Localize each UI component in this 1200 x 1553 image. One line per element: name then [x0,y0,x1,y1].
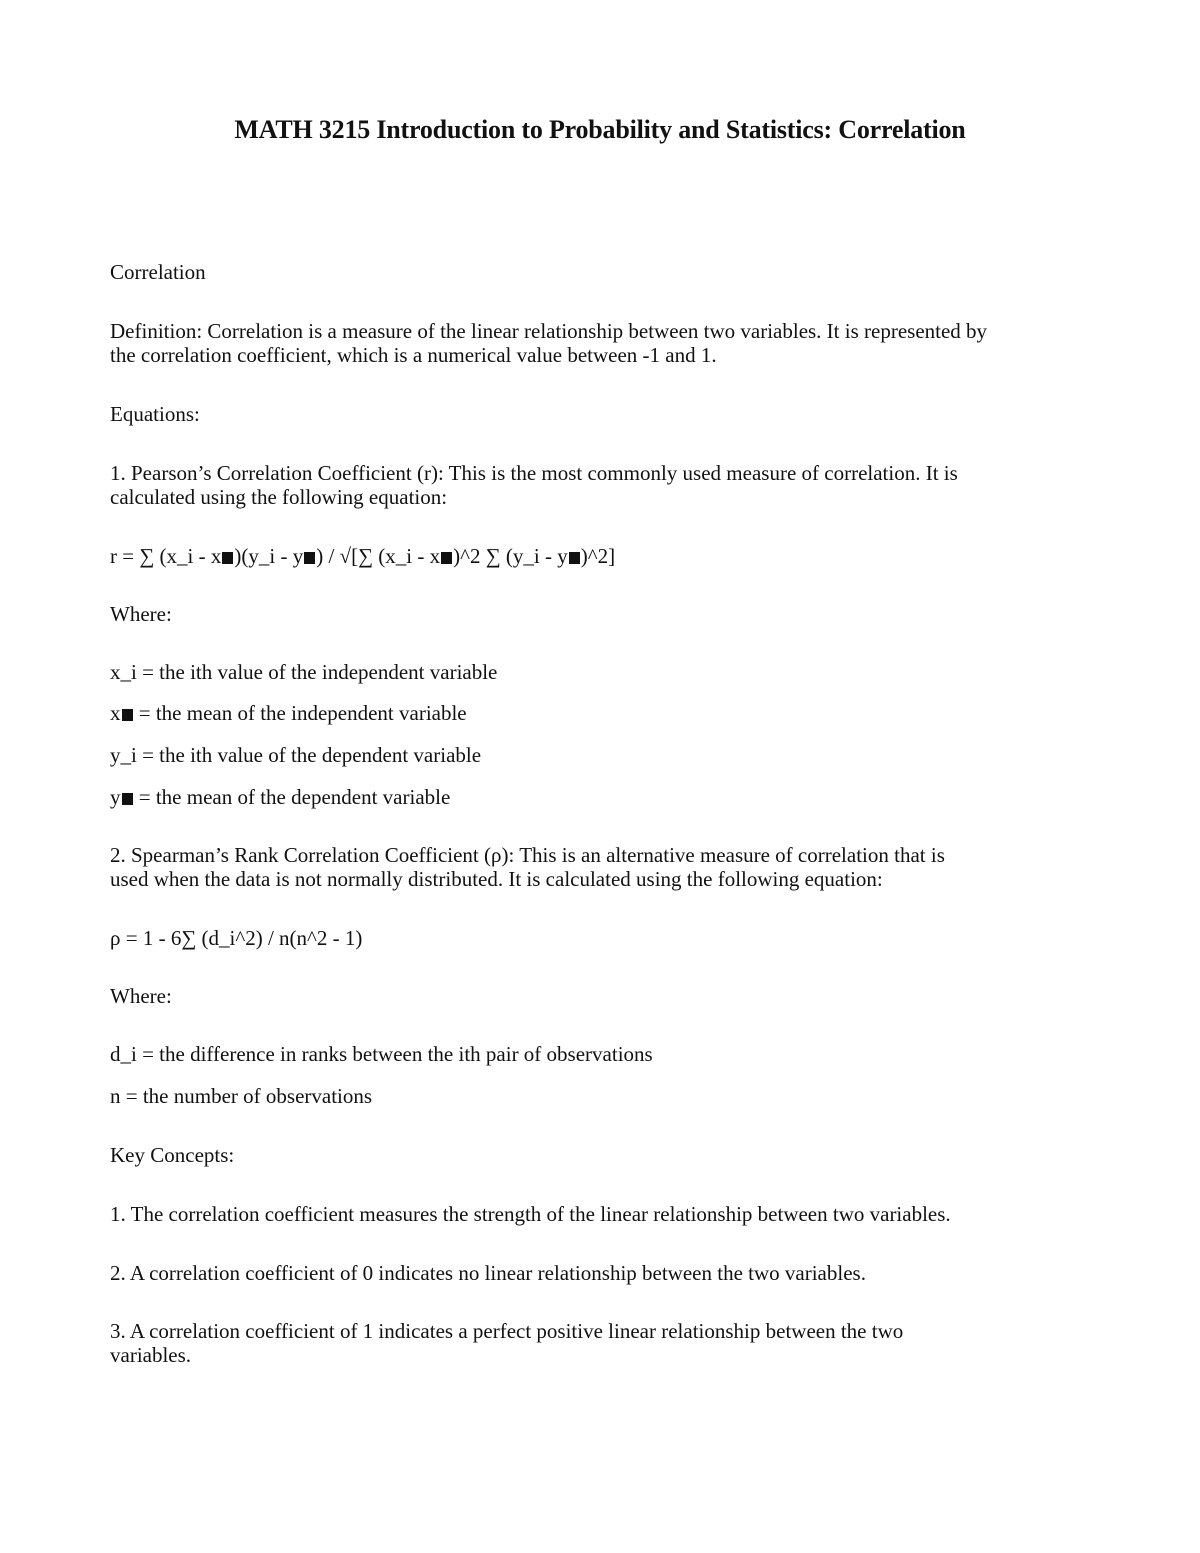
def-di: d_i = the difference in ranks between the ith pair of observations [110,1042,653,1066]
formula-part: )(y_i - y [234,544,304,568]
formula-part: ) / √[∑ (x_i - x [316,544,441,568]
missing-glyph-box [569,552,580,564]
pearson-formula [110,544,1100,568]
equations-heading: Equations: [110,402,200,426]
spearman-formula: ρ = 1 - 6∑ (d_i^2) / n(n^2 - 1) [110,926,363,950]
definition-line-2: the correlation coefficient, which is a numerical value between -1 and 1. [110,343,717,367]
def-ybar-var: y [110,785,121,809]
concept-2: 2. A correlation coefficient of 0 indicates no linear relationship between the two variables. [110,1261,866,1285]
pearson-line-1: 1. Pearson’s Correlation Coefficient (r): This is the most commonly used measure of correlation. It is [110,461,958,485]
missing-glyph-box [122,793,133,805]
spearman-line-1: 2. Spearman’s Rank Correlation Coefficient (ρ): This is an alternative measure of correlation that is [110,843,945,867]
def-xbar-text: = the mean of the independent variable [133,701,467,725]
def-yi: y_i = the ith value of the dependent variable [110,743,482,767]
document-title: MATH 3215 Introduction to Probability and Statistics: Correlation [234,115,966,144]
def-xbar-var: x [110,701,121,725]
formula-part: r = ∑ (x_i - x [110,544,222,568]
where-label-2: Where: [110,984,172,1008]
definition-line-1: Definition: Correlation is a measure of the linear relationship between two variables. It is represented by [110,319,988,343]
def-ybar [110,785,1100,809]
pearson-line-2: calculated using the following equation: [110,485,448,509]
missing-glyph-box [441,552,452,564]
missing-glyph-box [304,552,315,564]
spearman-line-2: used when the data is not normally distributed. It is calculated using the following equation: [110,867,883,891]
concept-1: 1. The correlation coefficient measures the strength of the linear relationship between two variables. [110,1202,951,1226]
def-ybar-text: = the mean of the dependent variable [133,785,451,809]
concept-3-line-1: 3. A correlation coefficient of 1 indicates a perfect positive linear relationship between the two [110,1319,904,1343]
formula-part: )^2] [580,544,616,568]
missing-glyph-box [122,709,133,721]
missing-glyph-box [222,552,233,564]
formula-part: )^2 ∑ (y_i - y [453,544,568,568]
def-xi: x_i = the ith value of the independent variable [110,660,498,684]
concept-3-line-2: variables. [110,1343,192,1367]
where-label-1: Where: [110,602,172,626]
def-n: n = the number of observations [110,1084,373,1108]
section-heading: Correlation [110,260,206,284]
def-xbar [110,701,1100,725]
key-concepts-heading: Key Concepts: [110,1143,235,1167]
